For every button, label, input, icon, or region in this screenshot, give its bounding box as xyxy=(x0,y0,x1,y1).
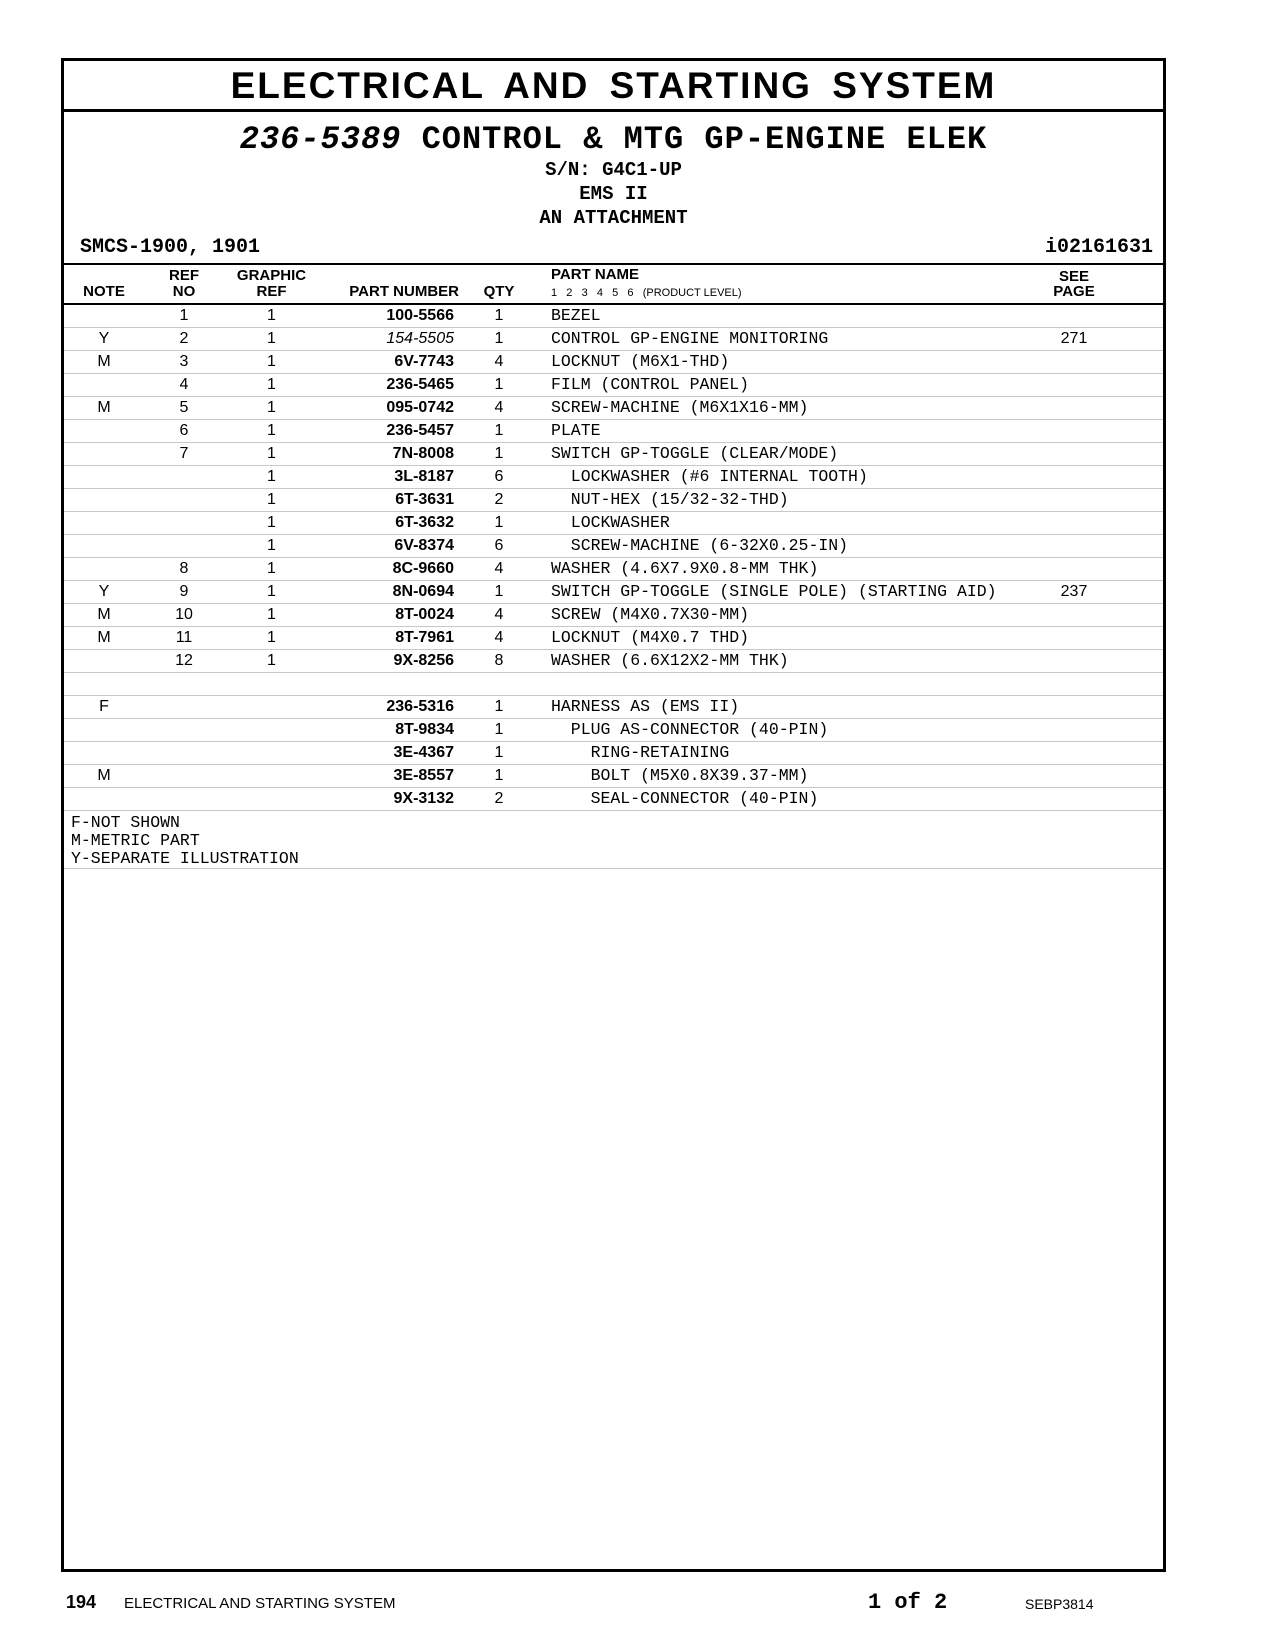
graphic-ref-cell: 1 xyxy=(267,307,276,324)
header-see-top: SEE xyxy=(1058,268,1089,285)
part-number-cell: 6V-8374 xyxy=(394,537,454,554)
smcs-row xyxy=(64,231,1163,265)
table-row xyxy=(64,719,1163,742)
parts-page-frame xyxy=(61,58,1166,1572)
table-row xyxy=(64,650,1163,673)
part-number-cell: 6T-3631 xyxy=(395,491,454,508)
qty-cell: 6 xyxy=(494,468,504,485)
note-cell: M xyxy=(97,353,111,370)
part-name-cell: PLUG AS-CONNECTOR (40-PIN) xyxy=(551,720,829,739)
note-cell: M xyxy=(97,629,111,646)
part-number-cell: 3E-8557 xyxy=(393,767,454,784)
ref-no-cell: 8 xyxy=(179,560,189,577)
table-row xyxy=(64,305,1163,328)
header-ref-bottom: NO xyxy=(172,283,196,300)
part-name-cell: BOLT (M5X0.8X39.37-MM) xyxy=(551,766,809,785)
ref-no-cell: 3 xyxy=(179,353,189,370)
table-row xyxy=(64,673,1163,696)
table-row xyxy=(64,558,1163,581)
table-row xyxy=(64,788,1163,811)
part-name-cell: LOCKNUT (M6X1-THD) xyxy=(551,352,730,371)
header-ref-top: REF xyxy=(169,267,199,284)
graphic-ref-cell: 1 xyxy=(267,353,276,370)
see-page-cell: 237 xyxy=(1060,583,1088,600)
part-number-cell: 236-5457 xyxy=(386,422,454,439)
graphic-ref-cell: 1 xyxy=(267,537,276,554)
table-row xyxy=(64,374,1163,397)
part-name-cell: HARNESS AS (EMS II) xyxy=(551,697,740,716)
qty-cell: 4 xyxy=(494,606,504,623)
note-cell: F xyxy=(99,698,109,715)
table-row xyxy=(64,443,1163,466)
parts-table-body xyxy=(64,305,1163,869)
qty-cell: 4 xyxy=(494,399,504,416)
graphic-ref-cell: 1 xyxy=(267,629,276,646)
header-product-levels: 1 2 3 4 5 6 (PRODUCT LEVEL) xyxy=(551,287,742,299)
note-cell: Y xyxy=(98,583,110,600)
part-number-cell: 154-5505 xyxy=(386,330,454,347)
graphic-ref-cell: 1 xyxy=(267,652,276,669)
qty-cell: 4 xyxy=(494,353,504,370)
part-name-cell: PLATE xyxy=(551,421,601,440)
table-row xyxy=(64,397,1163,420)
ref-no-cell: 11 xyxy=(175,629,193,646)
qty-cell: 1 xyxy=(494,422,504,439)
table-row xyxy=(64,765,1163,788)
part-number-cell: 8T-9834 xyxy=(395,721,454,738)
table-row xyxy=(64,742,1163,765)
qty-cell: 1 xyxy=(494,721,504,738)
part-name-cell: CONTROL GP-ENGINE MONITORING xyxy=(551,329,829,348)
table-row xyxy=(64,604,1163,627)
part-number-cell: 8N-0694 xyxy=(392,583,454,600)
ref-no-cell: 2 xyxy=(179,330,189,347)
part-name-cell: WASHER (6.6X12X2-MM THK) xyxy=(551,651,789,670)
group-subtitle-2: AN ATTACHMENT xyxy=(539,207,688,229)
qty-cell: 1 xyxy=(494,767,504,784)
part-name-cell: NUT-HEX (15/32-32-THD) xyxy=(551,490,789,509)
group-number: 236-5389 xyxy=(239,121,402,158)
part-number-cell: 095-0742 xyxy=(386,399,454,416)
qty-cell: 2 xyxy=(494,491,504,508)
header-note: NOTE xyxy=(83,283,125,300)
note-cell: M xyxy=(97,399,111,416)
ref-no-cell: 5 xyxy=(179,399,189,416)
ref-no-cell: 12 xyxy=(175,652,193,669)
section-title: ELECTRICAL AND STARTING SYSTEM xyxy=(64,61,1163,112)
table-header xyxy=(64,265,1163,305)
table-row xyxy=(64,328,1163,351)
header-part-number: PART NUMBER xyxy=(349,283,459,300)
table-row xyxy=(64,535,1163,558)
graphic-ref-cell: 1 xyxy=(267,606,276,623)
header-graphic-top: GRAPHIC xyxy=(236,267,307,284)
graphic-ref-cell: 1 xyxy=(267,514,276,531)
part-name-cell: SCREW-MACHINE (M6X1X16-MM) xyxy=(551,398,809,417)
graphic-ref-cell: 1 xyxy=(267,422,276,439)
part-name-cell: SEAL-CONNECTOR (40-PIN) xyxy=(551,789,819,808)
qty-cell: 1 xyxy=(494,514,504,531)
group-subtitle-1: EMS II xyxy=(579,183,648,205)
table-row xyxy=(64,581,1163,604)
part-number-cell: 8T-7961 xyxy=(395,629,454,646)
qty-cell: 1 xyxy=(494,445,504,462)
note-cell: Y xyxy=(98,330,110,347)
qty-cell: 1 xyxy=(494,307,504,324)
graphic-ref-cell: 1 xyxy=(267,491,276,508)
qty-cell: 6 xyxy=(494,537,504,554)
part-name-cell: LOCKWASHER (#6 INTERNAL TOOTH) xyxy=(551,467,868,486)
footnote: Y-SEPARATE ILLUSTRATION xyxy=(71,849,299,868)
qty-cell: 1 xyxy=(494,330,504,347)
part-number-cell: 236-5316 xyxy=(386,698,454,715)
graphic-ref-cell: 1 xyxy=(267,376,276,393)
part-name-cell: WASHER (4.6X7.9X0.8-MM THK) xyxy=(551,559,819,578)
table-row xyxy=(64,420,1163,443)
qty-cell: 4 xyxy=(494,560,504,577)
ref-no-cell: 4 xyxy=(179,376,189,393)
qty-cell: 4 xyxy=(494,629,504,646)
smcs-codes: SMCS-1900, 1901 xyxy=(80,235,261,259)
table-row xyxy=(64,489,1163,512)
group-name: CONTROL & MTG GP-ENGINE ELEK xyxy=(421,121,988,158)
ref-no-cell: 6 xyxy=(179,422,189,439)
qty-cell: 1 xyxy=(494,376,504,393)
part-name-cell: BEZEL xyxy=(551,306,601,325)
ref-no-cell: 9 xyxy=(179,583,189,600)
footer-page-count: 1 of 2 xyxy=(868,1590,948,1615)
part-number-cell: 9X-8256 xyxy=(393,652,454,669)
part-name-cell: SCREW-MACHINE (6-32X0.25-IN) xyxy=(551,536,849,555)
table-row xyxy=(64,696,1163,719)
part-number-cell: 236-5465 xyxy=(386,376,454,393)
part-number-cell: 8T-0024 xyxy=(395,606,454,623)
qty-cell: 1 xyxy=(494,744,504,761)
table-row xyxy=(64,627,1163,650)
header-part-name: PART NAME xyxy=(551,266,640,283)
qty-cell: 8 xyxy=(494,652,504,669)
graphic-ref-cell: 1 xyxy=(267,468,276,485)
note-cell: M xyxy=(97,767,111,784)
see-page-cell: 271 xyxy=(1060,330,1088,347)
header-graphic-bottom: REF xyxy=(256,283,287,300)
part-name-cell: LOCKWASHER xyxy=(551,513,670,532)
part-name-cell: SCREW (M4X0.7X30-MM) xyxy=(551,605,750,624)
part-name-cell: FILM (CONTROL PANEL) xyxy=(551,375,750,394)
graphic-ref-cell: 1 xyxy=(267,445,276,462)
part-name-cell: RING-RETAINING xyxy=(551,743,730,762)
note-cell: M xyxy=(97,606,111,623)
graphic-ref-cell: 1 xyxy=(267,583,276,600)
qty-cell: 2 xyxy=(494,790,504,807)
part-name-cell: SWITCH GP-TOGGLE (CLEAR/MODE) xyxy=(551,444,839,463)
footer-document-id: SEBP3814 xyxy=(1025,1596,1094,1612)
group-title xyxy=(64,122,1163,158)
footnote: F-NOT SHOWN xyxy=(71,813,180,832)
part-number-cell: 8C-9660 xyxy=(392,560,454,577)
part-number-cell: 100-5566 xyxy=(386,307,454,324)
part-number-cell: 3E-4367 xyxy=(393,744,454,761)
illustration-id: i02161631 xyxy=(1044,235,1153,259)
table-row xyxy=(64,351,1163,374)
part-name-cell: LOCKNUT (M4X0.7 THD) xyxy=(551,628,750,647)
footnotes xyxy=(64,811,1163,869)
ref-no-cell: 1 xyxy=(179,307,189,324)
qty-cell: 1 xyxy=(494,698,504,715)
graphic-ref-cell: 1 xyxy=(267,560,276,577)
qty-cell: 1 xyxy=(494,583,504,600)
part-number-cell: 9X-3132 xyxy=(393,790,454,807)
table-row xyxy=(64,466,1163,489)
graphic-ref-cell: 1 xyxy=(267,330,276,347)
ref-no-cell: 7 xyxy=(179,445,189,462)
part-number-cell: 6V-7743 xyxy=(394,353,454,370)
part-number-cell: 6T-3632 xyxy=(395,514,454,531)
footer-page-number: 194 xyxy=(66,1592,97,1612)
header-see-bottom: PAGE xyxy=(1053,283,1095,300)
header-qty: QTY xyxy=(483,283,515,300)
part-number-cell: 3L-8187 xyxy=(394,468,454,485)
page-footer xyxy=(66,1590,1175,1620)
footnote: M-METRIC PART xyxy=(71,831,200,850)
table-row xyxy=(64,512,1163,535)
graphic-ref-cell: 1 xyxy=(267,399,276,416)
part-name-cell: SWITCH GP-TOGGLE (SINGLE POLE) (STARTING AID) xyxy=(551,582,997,601)
part-number-cell: 7N-8008 xyxy=(392,445,454,462)
serial-range: S/N: G4C1-UP xyxy=(545,159,682,181)
footer-section: ELECTRICAL AND STARTING SYSTEM xyxy=(124,1595,396,1612)
ref-no-cell: 10 xyxy=(175,606,193,623)
